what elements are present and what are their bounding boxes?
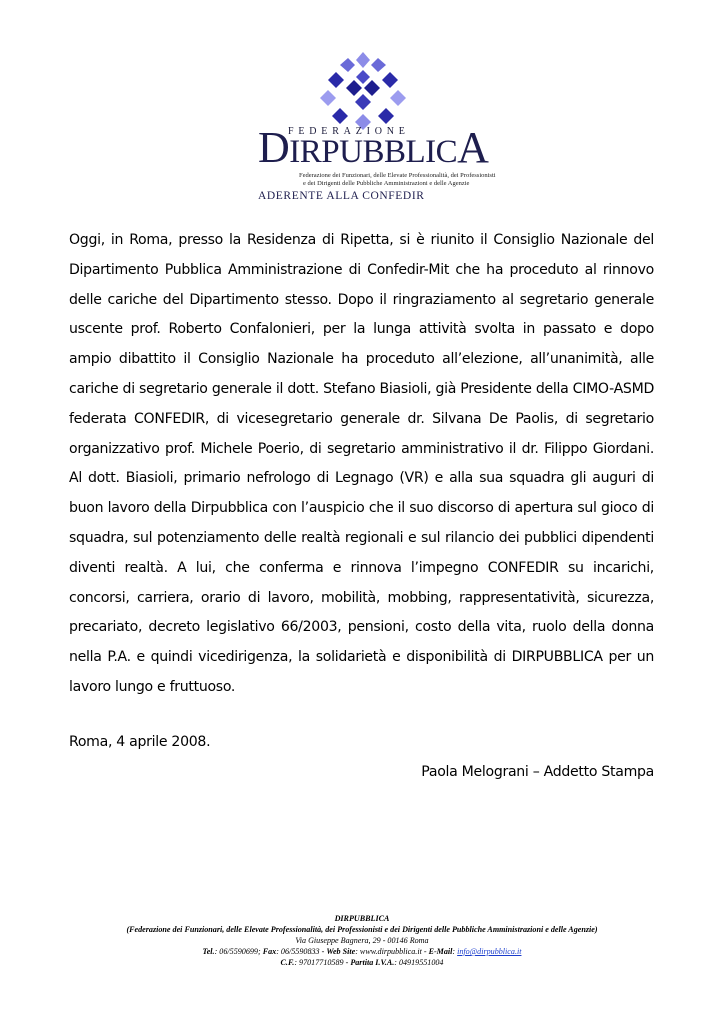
footer-email-label: E-Mail — [428, 947, 453, 956]
footer-tel: : 06/5590699; — [214, 947, 263, 956]
footer-piva: : 04919551004 — [394, 958, 444, 967]
logo-letter-a: A — [457, 123, 489, 172]
footer-email-sep: : — [452, 947, 458, 956]
emblem-diamond — [355, 94, 371, 110]
footer-cf-label: C.F. — [280, 958, 295, 967]
footer-org-full-text: (Federazione dei Funzionari, delle Elevate Professionalità, dei Professionisti e dei Dirigenti delle Pubbliche Amministrazioni e delle Agenzie) — [126, 925, 598, 934]
footer-tax — [0, 957, 724, 968]
letter-date: Roma, 4 aprile 2008. — [69, 734, 211, 750]
page-footer — [0, 913, 724, 968]
emblem-diamond — [356, 52, 370, 68]
emblem-diamond — [332, 108, 348, 124]
footer-tel-label: Tel. — [202, 947, 215, 956]
emblem-diamond — [390, 90, 406, 106]
dirpubblica-logo — [0, 40, 724, 240]
letter-signature: Paola Melograni – Addetto Stampa — [421, 764, 654, 780]
logo-subtitle — [299, 172, 499, 187]
emblem-diamond — [346, 80, 362, 96]
footer-piva-label: Partita I.V.A. — [350, 958, 395, 967]
footer-org-name: DIRPUBBLICA — [334, 914, 390, 923]
footer-contacts — [0, 946, 724, 957]
footer-email-link[interactable]: info@dirpubblica.it — [457, 947, 522, 956]
logo-dirpubblica-wordmark — [258, 123, 489, 172]
footer-web-label: Web Site — [326, 947, 356, 956]
footer-org-full — [0, 924, 724, 935]
footer-web: : www.dirpubblica.it - — [355, 947, 429, 956]
emblem-diamond — [356, 70, 370, 84]
emblem-diamond — [364, 80, 380, 96]
footer-fax-label: Fax — [262, 947, 277, 956]
emblem-diamond — [371, 58, 386, 72]
footer-cf: : 97017710589 - — [294, 958, 351, 967]
emblem-diamond — [378, 108, 394, 124]
logo-letter-d: D — [258, 123, 290, 172]
footer-address: Via Giuseppe Bagnera, 29 - 00146 Roma — [295, 936, 429, 945]
logo-aderente-text: ADERENTE ALLA CONFEDIR — [258, 190, 425, 202]
letter-paragraph: Oggi, in Roma, presso la Residenza di Ripetta, si è riunito il Consiglio Nazionale del Dipartimento Pubblica Amministrazione di Confedir-Mit che ha proceduto al rinnovo delle cariche del Dipartimento stesso. Dopo il ringraziamento al segretario generale uscente prof. Roberto Confalonieri, per la lunga attività svolta in passato e dopo ampio dibattito il Consiglio Nazionale ha proceduto all’elezione, all’unanimità, alle cariche di segretario generale il dott. Stefano Biasioli, già Presidente della CIMO-ASMD federata CONFEDIR, di vicesegretario generale dr. Silvana De Paolis, di segretario organizzativo prof. Michele Poerio, di segretario amministrativo il dr. Filippo Giordani. Al dott. Biasioli, primario nefrologo di Legnago (VR) e alla sua squadra gli auguri di buon lavoro della Dirpubblica con l’auspicio che il suo discorso di apertura sul gioco di squadra, sul potenziamento delle realtà regionali e sul rilancio dei pubblici dipendenti diventi realtà. A lui, che conferma e rinnova l’impegno CONFEDIR su incarichi, concorsi, carriera, orario di lavoro, mobilità, mobbing, rappresentatività, sicurezza, precariato, decreto legislativo 66/2003, pensioni, costo della vita, ruolo della donna nella P.A. e quindi vicedirigenza, la solidarietà e disponibilità di DIRPUBBLICA per un lavoro lungo e fruttuoso. — [69, 232, 654, 695]
emblem-diamond — [320, 90, 336, 106]
logo-federazione-text: FEDERAZIONE — [288, 126, 410, 137]
emblem-diamond — [382, 72, 398, 88]
footer-fax: : 06/5590833 - — [276, 947, 327, 956]
emblem-diamond — [328, 72, 344, 88]
dirpubblica-emblem-icon — [318, 50, 408, 132]
footer-org — [0, 913, 724, 924]
logo-subtitle-line-1: Federazione dei Funzionari, delle Elevate Professionalità, dei Professionisti — [299, 172, 496, 179]
letter-body — [69, 226, 654, 703]
emblem-diamond — [340, 58, 355, 72]
logo-letters-middle: IRPUBBLIC — [289, 134, 458, 170]
logo-subtitle-line-2: e dei Dirigenti delle Pubbliche Amministrazioni e delle Agenzie — [303, 179, 470, 187]
